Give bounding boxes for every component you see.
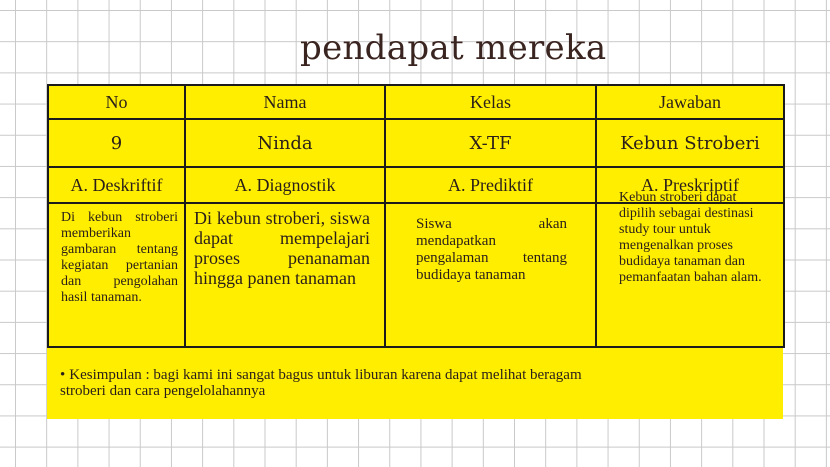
description-prediktif-cell bbox=[385, 203, 596, 347]
description-row bbox=[48, 203, 784, 347]
description-diagnostik-cell bbox=[185, 203, 385, 347]
description-preskriptif: Kebun stroberi dapat dipilih sebagai destinasi study tour untuk mengenalkan proses budidaya tanaman dan pemanfaatan bahan alam. bbox=[619, 190, 762, 285]
description-diagnostik: Di kebun stroberi, siswa dapat mempelajari proses penanaman hingga panen tanaman bbox=[194, 208, 370, 288]
header-no: No bbox=[48, 85, 185, 119]
slide-title: pendapat mereka bbox=[300, 28, 607, 68]
cell-no: 9 bbox=[48, 119, 185, 167]
description-prediktif: Siswa akan mendapatkan pengalaman tentang budidaya tanaman bbox=[416, 216, 567, 283]
category-deskriftif: A. Deskriftif bbox=[48, 167, 185, 203]
cell-nama: Ninda bbox=[185, 119, 385, 167]
table-header-row bbox=[48, 85, 784, 119]
bullet-icon: • bbox=[60, 367, 66, 383]
category-preskriptif: A. Preskriptif bbox=[596, 167, 784, 203]
table-row bbox=[48, 119, 784, 167]
conclusion bbox=[60, 367, 620, 399]
header-kelas: Kelas bbox=[385, 85, 596, 119]
category-prediktif: A. Prediktif bbox=[385, 167, 596, 203]
conclusion-text: Kesimpulan : bagi kami ini sangat bagus untuk liburan karena dapat melihat beragam stroberi dan cara pengelolahannya bbox=[60, 367, 582, 399]
cell-jawaban: Kebun Stroberi bbox=[596, 119, 784, 167]
category-diagnostik: A. Diagnostik bbox=[185, 167, 385, 203]
description-deskriftif: Di kebun stroberi memberikan gambaran tentang kegiatan pertanian dan pengolahan hasil tanaman. bbox=[61, 210, 178, 305]
description-preskriptif-cell bbox=[596, 190, 784, 347]
cell-kelas: X-TF bbox=[385, 119, 596, 167]
header-jawaban: Jawaban bbox=[596, 85, 784, 119]
opinion-table bbox=[47, 84, 785, 348]
description-deskriftif-cell bbox=[48, 203, 185, 347]
header-nama: Nama bbox=[185, 85, 385, 119]
